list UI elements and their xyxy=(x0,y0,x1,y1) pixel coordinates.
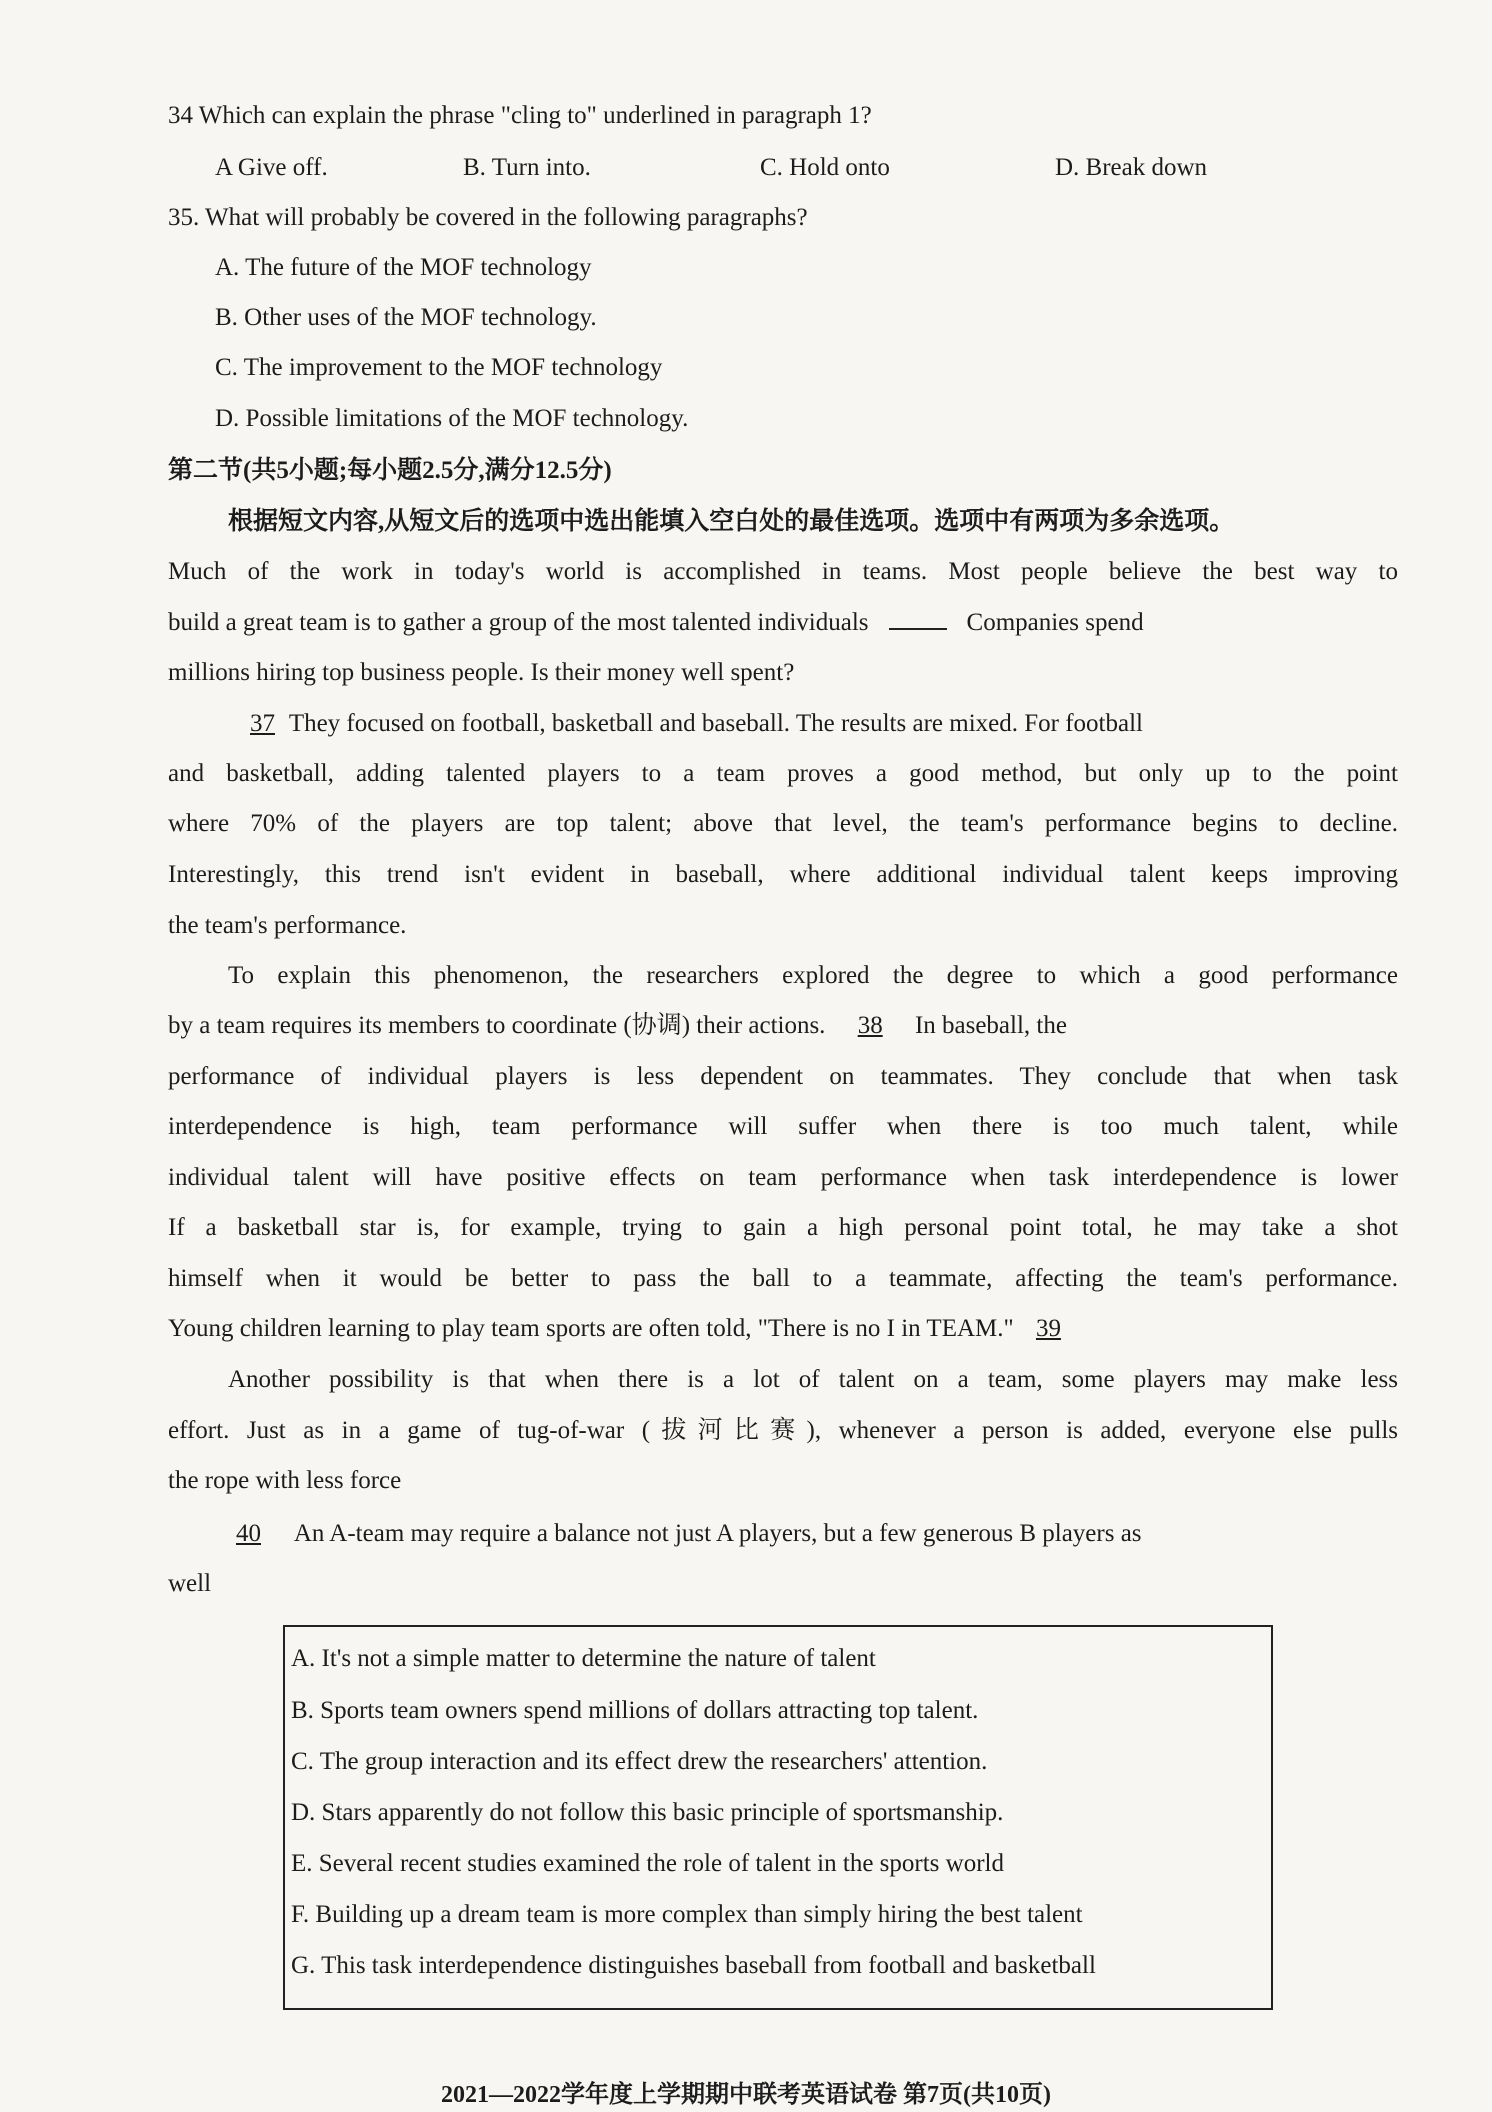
p3-line-8-text: Young children learning to play team sports are often told, "There is no I in TEAM." xyxy=(168,1315,1014,1342)
q35-option-c: C. The improvement to the MOF technology xyxy=(215,354,663,381)
p3-line-2 xyxy=(168,1010,1398,1042)
option-d: D. Stars apparently do not follow this basic principle of sportsmanship. xyxy=(291,1799,1004,1826)
q34-option-b: B. Turn into. xyxy=(463,154,591,181)
option-b: B. Sports team owners spend millions of dollars attracting top talent. xyxy=(291,1697,979,1724)
q35-stem: 35. What will probably be covered in the following paragraphs? xyxy=(168,204,808,231)
blank-40: 40 xyxy=(236,1520,261,1547)
p3-line-7: himself when it would be better to pass the ball to a teammate, affecting the team's performance. xyxy=(168,1265,1398,1292)
p1-line-2a: build a great team is to gather a group of the most talented individuals xyxy=(168,609,869,636)
p1-line-2b: Companies spend xyxy=(966,609,1144,636)
blank-37: 37 xyxy=(250,710,275,737)
q35-option-d: D. Possible limitations of the MOF technology. xyxy=(215,405,689,432)
p1-line-2 xyxy=(168,606,1398,639)
q35-option-b: B. Other uses of the MOF technology. xyxy=(215,304,597,331)
p2-line-3: where 70% of the players are top talent; above that level, the team's performance begins to decline. xyxy=(168,810,1398,837)
q34-option-a: A Give off. xyxy=(215,154,328,181)
p3-line-5: individual talent will have positive effects on team performance when task interdependence is lower xyxy=(168,1164,1398,1191)
p2-line-2: and basketball, adding talented players to a team proves a good method, but only up to the point xyxy=(168,760,1398,787)
p4-line-2: effort. Just as in a game of tug-of-war (拔河比赛), whenever a person is added, everyone else pulls xyxy=(168,1417,1398,1444)
blank-38: 38 xyxy=(857,1012,883,1039)
p3-line-6: If a basketball star is, for example, trying to gain a high personal point total, he may take a shot xyxy=(168,1214,1398,1241)
p5-line-1 xyxy=(168,1518,1398,1550)
p3-line-2b: In baseball, the xyxy=(914,1012,1067,1039)
q34-stem: 34 Which can explain the phrase "cling to" underlined in paragraph 1? xyxy=(168,102,872,129)
option-e: E. Several recent studies examined the role of talent in the sports world xyxy=(291,1850,1004,1877)
q34-option-c: C. Hold onto xyxy=(760,154,890,181)
p4-line-1: Another possibility is that when there is a lot of talent on a team, some players may make less xyxy=(228,1366,1398,1393)
q34-option-d: D. Break down xyxy=(1055,154,1208,181)
p3-line-2a: by a team requires its members to coordinate (协调) their actions. xyxy=(168,1012,826,1039)
p2-line-4: Interestingly, this trend isn't evident in baseball, where additional individual talent keeps improving xyxy=(168,861,1398,888)
q35-option-a: A. The future of the MOF technology xyxy=(215,254,592,281)
option-g: G. This task interdependence distinguishes baseball from football and basketball xyxy=(291,1952,1096,1979)
options-box xyxy=(283,1625,1273,2010)
blank-36 xyxy=(889,606,947,630)
section-instruction: 根据短文内容,从短文后的选项中选出能填入空白处的最佳选项。选项中有两项为多余选项。 xyxy=(228,508,1235,535)
p5-line-1-text: An A-team may require a balance not just A players, but a few generous B players as xyxy=(293,1520,1142,1547)
p5-line-2: well xyxy=(168,1570,212,1597)
option-a: A. It's not a simple matter to determine the nature of talent xyxy=(291,1645,876,1672)
option-f: F. Building up a dream team is more complex than simply hiring the best talent xyxy=(291,1901,1083,1928)
p3-line-1: To explain this phenomenon, the researchers explored the degree to which a good performance xyxy=(228,962,1398,989)
p2-line-1-text: They focused on football, basketball and baseball. The results are mixed. For football xyxy=(288,710,1143,737)
p2-line-1 xyxy=(168,708,1398,740)
p3-line-8 xyxy=(168,1313,1398,1345)
blank-39: 39 xyxy=(1035,1315,1061,1342)
option-c: C. The group interaction and its effect drew the researchers' attention. xyxy=(291,1748,988,1775)
p4-line-3: the rope with less force xyxy=(168,1467,402,1494)
p1-line-3: millions hiring top business people. Is their money well spent? xyxy=(168,659,795,686)
p2-line-5: the team's performance. xyxy=(168,912,407,939)
p1-line-1: Much of the work in today's world is accomplished in teams. Most people believe the best way to xyxy=(168,558,1398,585)
p3-line-4: interdependence is high, team performance will suffer when there is too much talent, while xyxy=(168,1113,1398,1140)
page-footer: 2021—2022学年度上学期期中联考英语试卷 第7页(共10页) xyxy=(441,2082,1051,2108)
p3-line-3: performance of individual players is less dependent on teammates. They conclude that when task xyxy=(168,1063,1398,1090)
section-title: 第二节(共5小题;每小题2.5分,满分12.5分) xyxy=(168,457,612,484)
